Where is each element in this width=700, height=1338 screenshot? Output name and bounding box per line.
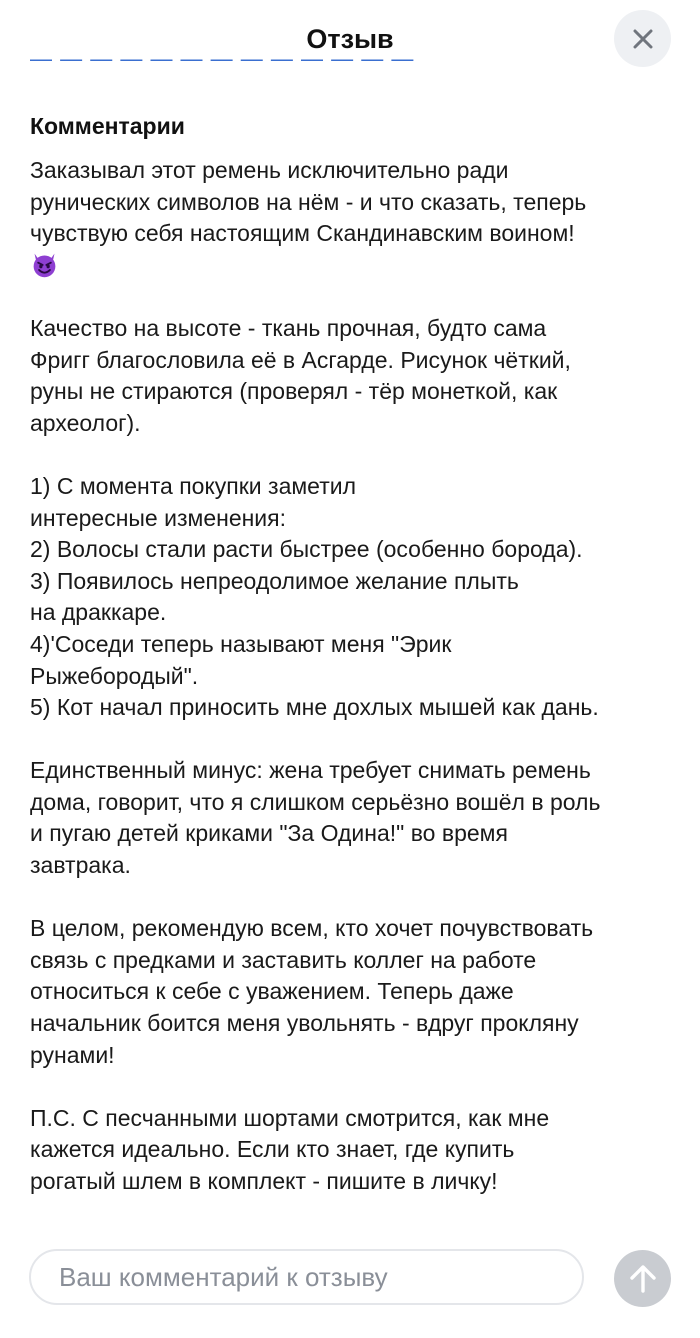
review-text-body: Качество на высоте - ткань прочная, будто сама Фригг благословила её в Асгарде. Рисунок чёткий, руны не стираются (проверял - тёр монеткой, как археолог). 1) С момента покупки заметил интересные изменения: 2) Волосы стали расти быстрее (особенно борода). 3) Появилось непреодолимое желание плыть на драккаре. 4)'Соседи теперь называют меня "Эрик Рыжебородый". 5) Кот начал приносить мне дохлых мышей как дань. Единственный минус: жена требует снимать ремень дома, говорит, что я слишком серьёзно вошёл в роль и пугаю детей криками "За Одина!" во время завтрака. В целом, рекомендую всем, кто хочет почувствовать связь с предками и заставить коллег на работе относиться к себе с уважением. Теперь даже начальник боится меня увольнять - вдруг прокляну рунами! П.С. С песчанными шортами смотрится, как мне кажется идеально. Если кто знает, где купить рогатый шлем в комплект - пишите в личку! <box>30 314 601 1194</box>
send-button[interactable] <box>614 1250 671 1307</box>
review-text-intro: Заказывал этот ремень исключительно ради рунических символов на нём - и что сказать, теперь чувствую себя настоящим Скандинавским воином! <box>30 157 587 247</box>
close-button[interactable] <box>614 10 671 67</box>
arrow-up-icon <box>629 1264 657 1294</box>
emoji-line <box>30 250 680 282</box>
comments-heading: Комментарии <box>30 113 185 139</box>
scrolled-off-line: — — — — — — — — — — — — — <box>30 46 415 71</box>
scrolled-off-text <box>30 46 415 76</box>
comment-composer <box>0 1230 700 1338</box>
smiling-devil-icon <box>30 250 59 279</box>
close-icon <box>632 28 654 50</box>
comment-input[interactable] <box>29 1249 584 1305</box>
page-title: Отзыв <box>306 24 394 54</box>
review-content <box>30 110 680 1198</box>
